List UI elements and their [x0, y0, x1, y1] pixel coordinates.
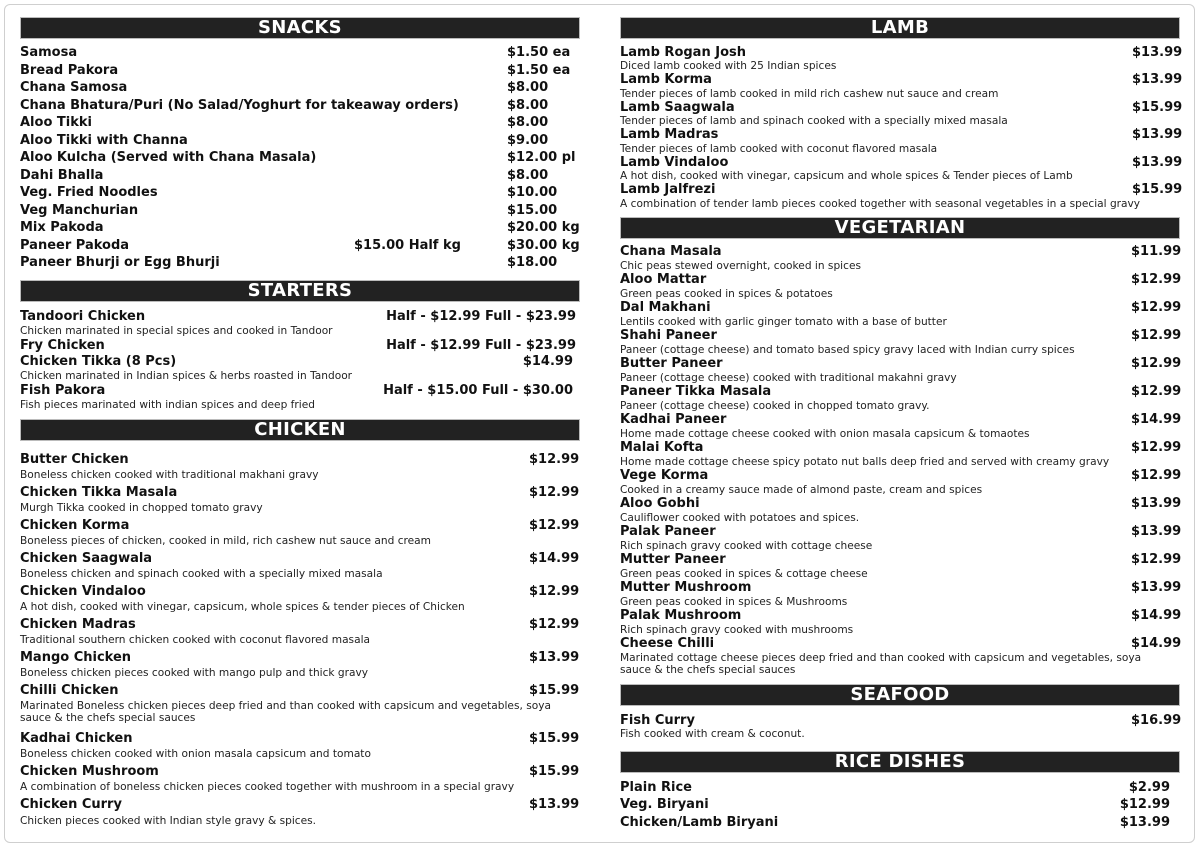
menu-item-description: Paneer (cottage cheese) cooked in chopped tomato gravy. — [620, 400, 930, 412]
menu-item-price: $12.99 — [1131, 328, 1182, 343]
menu-item-description: Home made cottage cheese cooked with onion masala capsicum & tomaotes — [620, 428, 1030, 440]
menu-item-description: Fish cooked with cream & coconut. — [620, 728, 805, 740]
menu-item-price: $15.00 — [507, 203, 558, 218]
menu-item-name: Mix Pakoda — [20, 220, 104, 235]
menu-item-price: $13.99 — [529, 797, 580, 812]
menu-item-price: $8.00 — [507, 115, 549, 130]
menu-item-price: $14.99 — [529, 551, 580, 566]
menu-item-description: Home made cottage cheese spicy potato nut balls deep fried and served with creamy gravy — [620, 456, 1110, 468]
menu-item-description: Marinated Boneless chicken pieces deep fried and than cooked with capsicum and vegetables, soya sauce & the chefs special sauces — [20, 700, 551, 724]
section-header-rice-dishes: RICE DISHES — [620, 751, 1180, 773]
menu-item-price: $12.99 — [1131, 384, 1182, 399]
menu-item-name: Chicken Saagwala — [20, 551, 153, 566]
menu-item-description: Cauliflower cooked with potatoes and spices. — [620, 512, 860, 524]
menu-item-name: Chicken Madras — [20, 617, 136, 632]
menu-item-name: Paneer Bhurji or Egg Bhurji — [20, 255, 220, 270]
menu-item-price: $30.00 kg — [507, 238, 580, 253]
menu-item-name: Palak Mushroom — [620, 608, 742, 623]
menu-item-name: Aloo Tikki — [20, 115, 92, 130]
menu-item-name: Samosa — [20, 45, 78, 60]
menu-item-name: Veg. Biryani — [620, 797, 709, 812]
menu-item-price: $12.99 — [1131, 272, 1182, 287]
menu-item-description: A combination of boneless chicken pieces cooked together with mushroom in a special gravy — [20, 781, 515, 793]
menu-item-description: Boneless chicken pieces cooked with mango pulp and thick gravy — [20, 667, 369, 679]
menu-item-name: Chicken/Lamb Biryani — [620, 815, 779, 830]
menu-item-price: $12.00 pl — [507, 150, 576, 165]
menu-item-price: $12.99 — [529, 617, 580, 632]
menu-item-description: Rich spinach gravy cooked with mushrooms — [620, 624, 854, 636]
menu-item-description: Chicken marinated in Indian spices & herbs roasted in Tandoor — [20, 370, 353, 382]
menu-item-price: $11.99 — [1131, 244, 1182, 259]
menu-item-name: Tandoori Chicken — [20, 309, 146, 324]
menu-item-price: $14.99 — [1131, 608, 1182, 623]
section-header-seafood: SEAFOOD — [620, 684, 1180, 706]
menu-item-price: $13.99 — [1132, 72, 1183, 87]
menu-item-price: $12.99 — [529, 518, 580, 533]
menu-item-price: Half - $15.00 Full - $30.00 — [383, 383, 573, 398]
menu-item-price: $13.99 — [1131, 524, 1182, 539]
menu-item-name: Cheese Chilli — [620, 636, 715, 651]
menu-item-description: Traditional southern chicken cooked with coconut flavored masala — [20, 634, 371, 646]
menu-item-description: Tender pieces of lamb cooked in mild rich cashew nut sauce and cream — [620, 88, 999, 100]
menu-item-price: $12.99 — [1131, 468, 1182, 483]
menu-item-name: Aloo Gobhi — [620, 496, 700, 511]
menu-item-name: Bread Pakora — [20, 63, 119, 78]
menu-item-name: Mutter Mushroom — [620, 580, 752, 595]
section-header-vegetarian: VEGETARIAN — [620, 217, 1180, 239]
menu-item-price: $2.99 — [1128, 780, 1170, 795]
menu-item-name: Fish Curry — [620, 713, 695, 728]
menu-item-name: Kadhai Paneer — [620, 412, 727, 427]
menu-item-description: Green peas cooked in spices & potatoes — [620, 288, 833, 300]
menu-item-price: $12.99 — [1131, 440, 1182, 455]
menu-item-description: Paneer (cottage cheese) cooked with traditional makahni gravy — [620, 372, 957, 384]
menu-item-name: Chicken Vindaloo — [20, 584, 146, 599]
menu-item-name: Aloo Tikki with Channa — [20, 133, 188, 148]
menu-item-price: Half - $12.99 Full - $23.99 — [386, 338, 576, 353]
menu-item-description: Paneer (cottage cheese) and tomato based spicy gravy laced with Indian curry spices — [620, 344, 1075, 356]
menu-item-name: Veg. Fried Noodles — [20, 185, 158, 200]
menu-item-price: $12.99 — [529, 485, 580, 500]
menu-item-name: Lamb Madras — [620, 127, 719, 142]
menu-item-name: Fry Chicken — [20, 338, 105, 353]
menu-item-price: $16.99 — [1131, 713, 1182, 728]
menu-item-name: Lamb Jalfrezi — [620, 182, 716, 197]
menu-item-name: Lamb Vindaloo — [620, 155, 729, 170]
menu-item-name: Mango Chicken — [20, 650, 132, 665]
menu-item-name: Lamb Rogan Josh — [620, 45, 746, 60]
menu-item-price: $8.00 — [507, 98, 549, 113]
menu-item-price: $8.00 — [507, 80, 549, 95]
menu-item-description: Lentils cooked with garlic ginger tomato with a base of butter — [620, 316, 947, 328]
menu-item-price: $13.99 — [1131, 496, 1182, 511]
section-header-lamb: LAMB — [620, 17, 1180, 39]
menu-item-name: Chicken Tikka Masala — [20, 485, 178, 500]
menu-item-name: Kadhai Chicken — [20, 731, 133, 746]
menu-item-price: $1.50 ea — [507, 63, 571, 78]
menu-item-name: Plain Rice — [620, 780, 692, 795]
menu-item-price: $13.99 — [1132, 155, 1183, 170]
menu-item-name: Palak Paneer — [620, 524, 716, 539]
menu-item-name: Paneer Pakoda — [20, 238, 130, 253]
menu-item-name: Dal Makhani — [620, 300, 711, 315]
menu-item-description: Boneless chicken cooked with onion masala capsicum and tomato — [20, 748, 371, 760]
menu-item-description: Rich spinach gravy cooked with cottage cheese — [620, 540, 873, 552]
menu-item-name: Chicken Curry — [20, 797, 122, 812]
section-header-snacks: SNACKS — [20, 17, 580, 39]
menu-item-name: Chana Bhatura/Puri (No Salad/Yoghurt for takeaway orders) — [20, 98, 459, 113]
menu-item-price: $15.99 — [1132, 182, 1183, 197]
menu-item-description: Diced lamb cooked with 25 Indian spices — [620, 60, 837, 72]
menu-item-description: Chic peas stewed overnight, cooked in spices — [620, 260, 861, 272]
menu-item-description: A combination of tender lamb pieces cooked together with seasonal vegetables in a special gravy — [620, 198, 1141, 210]
menu-item-name: Shahi Paneer — [620, 328, 717, 343]
menu-item-name: Chicken Mushroom — [20, 764, 159, 779]
menu-item-name: Dahi Bhalla — [20, 168, 104, 183]
menu-item-description: Boneless chicken and spinach cooked with a specially mixed masala — [20, 568, 383, 580]
menu-item-price: $13.99 — [1119, 815, 1170, 830]
menu-item-description: Cooked in a creamy sauce made of almond paste, cream and spices — [620, 484, 983, 496]
menu-item-name: Butter Paneer — [620, 356, 723, 371]
section-header-chicken: CHICKEN — [20, 419, 580, 441]
menu-item-name: Chicken Korma — [20, 518, 130, 533]
menu-item-price: $12.99 — [1131, 356, 1182, 371]
menu-item-description: Green peas cooked in spices & Mushrooms — [620, 596, 848, 608]
menu-item-price: $14.99 — [1131, 636, 1182, 651]
menu-item-price: $8.00 — [507, 168, 549, 183]
menu-item-name: Vege Korma — [620, 468, 709, 483]
menu-item-price: $12.99 — [529, 584, 580, 599]
menu-item-description: Tender pieces of lamb cooked with coconut flavored masala — [620, 143, 938, 155]
menu-item-price: $10.00 — [507, 185, 558, 200]
menu-item-name: Chana Masala — [620, 244, 722, 259]
menu-item-price: $12.99 — [1131, 300, 1182, 315]
menu-item-price: $15.99 — [529, 731, 580, 746]
menu-item-price: $1.50 ea — [507, 45, 571, 60]
menu-item-price: $12.99 — [1119, 797, 1170, 812]
section-header-starters: STARTERS — [20, 280, 580, 302]
menu-item-description: Chicken pieces cooked with Indian style gravy & spices. — [20, 815, 317, 827]
menu-item-name: Chana Samosa — [20, 80, 128, 95]
menu-item-price: $13.99 — [1132, 127, 1183, 142]
menu-item-name: Malai Kofta — [620, 440, 704, 455]
menu-item-name: Chicken Tikka (8 Pcs) — [20, 354, 177, 369]
menu-item-price: $13.99 — [529, 650, 580, 665]
menu-item-description: Boneless chicken cooked with traditional makhani gravy — [20, 469, 319, 481]
menu-item-price: $15.99 — [529, 764, 580, 779]
menu-item-name: Butter Chicken — [20, 452, 129, 467]
menu-item-price: $20.00 kg — [507, 220, 580, 235]
menu-item-name: Veg Manchurian — [20, 203, 139, 218]
menu-item-description: Chicken marinated in special spices and cooked in Tandoor — [20, 325, 333, 337]
menu-item-price: $9.00 — [507, 133, 549, 148]
menu-item-name: Lamb Saagwala — [620, 100, 735, 115]
menu-item-name: Paneer Tikka Masala — [620, 384, 772, 399]
menu-item-price: $15.99 — [529, 683, 580, 698]
menu-item-price: $13.99 — [1131, 580, 1182, 595]
menu-item-description: Tender pieces of lamb and spinach cooked with a specially mixed masala — [620, 115, 1008, 127]
menu-item-price: Half - $12.99 Full - $23.99 — [386, 309, 576, 324]
menu-item-price: $15.99 — [1132, 100, 1183, 115]
menu-item-price: $13.99 — [1132, 45, 1183, 60]
menu-item-price: $12.99 — [1131, 552, 1182, 567]
menu-item-name: Lamb Korma — [620, 72, 712, 87]
menu-item-description: A hot dish, cooked with vinegar, capsicum and whole spices & Tender pieces of Lamb — [620, 170, 1073, 182]
menu-item-price: $14.99 — [522, 354, 573, 369]
menu-item-price: $18.00 — [507, 255, 558, 270]
menu-item-name: Fish Pakora — [20, 383, 106, 398]
menu-item-name: Aloo Kulcha (Served with Chana Masala) — [20, 150, 317, 165]
menu-item-description: Marinated cottage cheese pieces deep fried and than cooked with capsicum and vegetables, soya sauce & the chefs special sauces — [620, 652, 1142, 676]
menu-item-half-price: $15.00 Half kg — [354, 238, 461, 253]
menu-item-description: Green peas cooked in spices & cottage cheese — [620, 568, 868, 580]
menu-item-price: $12.99 — [529, 452, 580, 467]
menu-item-name: Mutter Paneer — [620, 552, 726, 567]
menu-item-description: A hot dish, cooked with vinegar, capsicum, whole spices & tender pieces of Chicken — [20, 601, 465, 613]
menu-item-price: $14.99 — [1131, 412, 1182, 427]
menu-item-name: Chilli Chicken — [20, 683, 119, 698]
menu-item-description: Murgh Tikka cooked in chopped tomato gravy — [20, 502, 263, 514]
menu-item-name: Aloo Mattar — [620, 272, 707, 287]
menu-item-description: Fish pieces marinated with indian spices and deep fried — [20, 399, 315, 411]
menu-item-description: Boneless pieces of chicken, cooked in mild, rich cashew nut sauce and cream — [20, 535, 431, 547]
